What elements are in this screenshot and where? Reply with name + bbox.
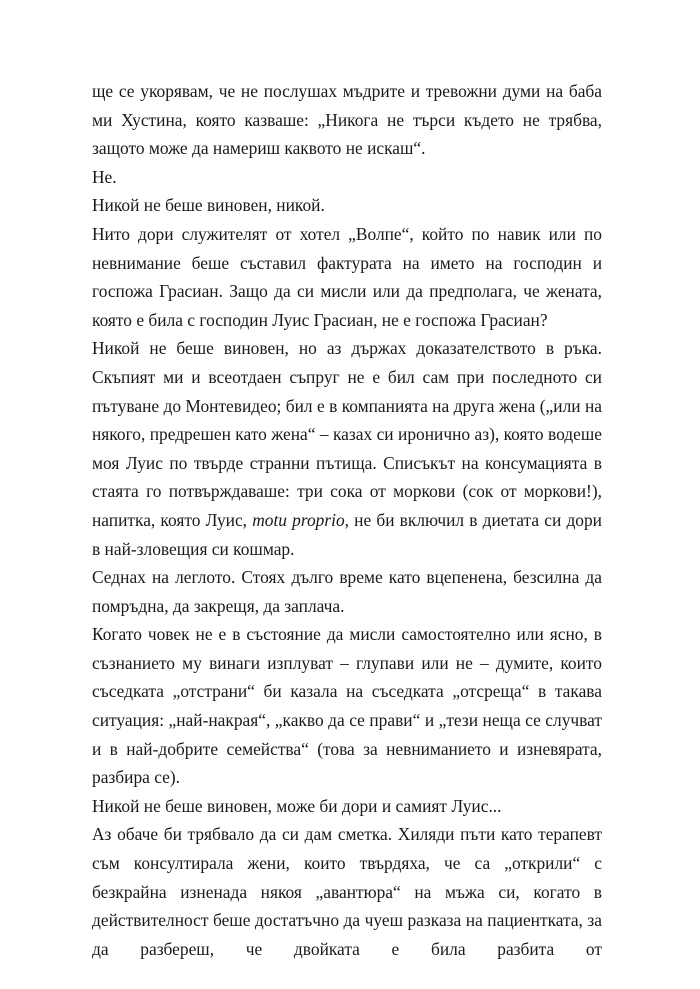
paragraph: Никой не беше виновен, може би дори и самият Луис... [92, 795, 502, 816]
paragraph: Нито дори служителят от хотел „Волпе“, който по навик или по невнимание беше съставил фактурата на името на господин и госпожа Грасиан. Защо да си мисли или да предполага, че жената, която е била с господин Луис Грасиан, не е госпожа Грасиан? [92, 223, 602, 330]
paragraph-text: , не би включил в диетата си дори в най-зловещия си кошмар. [92, 509, 602, 559]
paragraph: Никой не беше виновен, никой. [92, 195, 325, 216]
paragraph: ще се укорявам, че не послушах мъдрите и тревожни думи на баба ми Хустина, която казваше: „Никога не търси където не трябва, защото може да намериш каквото не искаш“. [92, 81, 602, 159]
paragraph: Седнах на леглото. Стоях дълго време като вцепенена, безсилна да помръдна, да закрещя, да заплача. [92, 567, 602, 616]
paragraph: Аз обаче би трябвало да си дам сметка. Хиляди пъти като терапевт съм консултирала жени, които твърдяха, че са „открили“ с безкрайна изненада някоя „авантюра“ на мъжа си, когато в действителност беше достатъчно да чуеш разказа на пациентката, за да разбереш, че двойката е била разбита от [92, 824, 602, 959]
paragraph-text: Никой не беше виновен, но аз държах доказателството в ръка. Скъпият ми и всеотдаен съпруг не е бил сам при последното си пътуване до Монтевидео; бил е в компанията на друга жена („или на някого, предрешен като жена“ – казах си иронично аз), която водеше моя Луис по твърде странни пътища. Списъкът на консумацията в стаята го потвърждаваше: три сока от моркови (сок от моркови!), напитка, която Луис, [92, 338, 602, 530]
latin-phrase: motu proprio [252, 509, 345, 530]
paragraph: Не. [92, 166, 117, 187]
paragraph: Когато човек не е в състояние да мисли самостоятелно или ясно, в съзнанието му винаги изплуват – глупави или не – думите, които съседката „отстрани“ би казала на съседката „отсреща“ в такава ситуация: „най-накрая“, „какво да се прави“ и „тези неща се случват и в най-добрите семейства“ (това за невниманието и изневярата, разбира се). [92, 624, 602, 788]
document-body [92, 77, 602, 963]
paragraph [92, 334, 602, 563]
